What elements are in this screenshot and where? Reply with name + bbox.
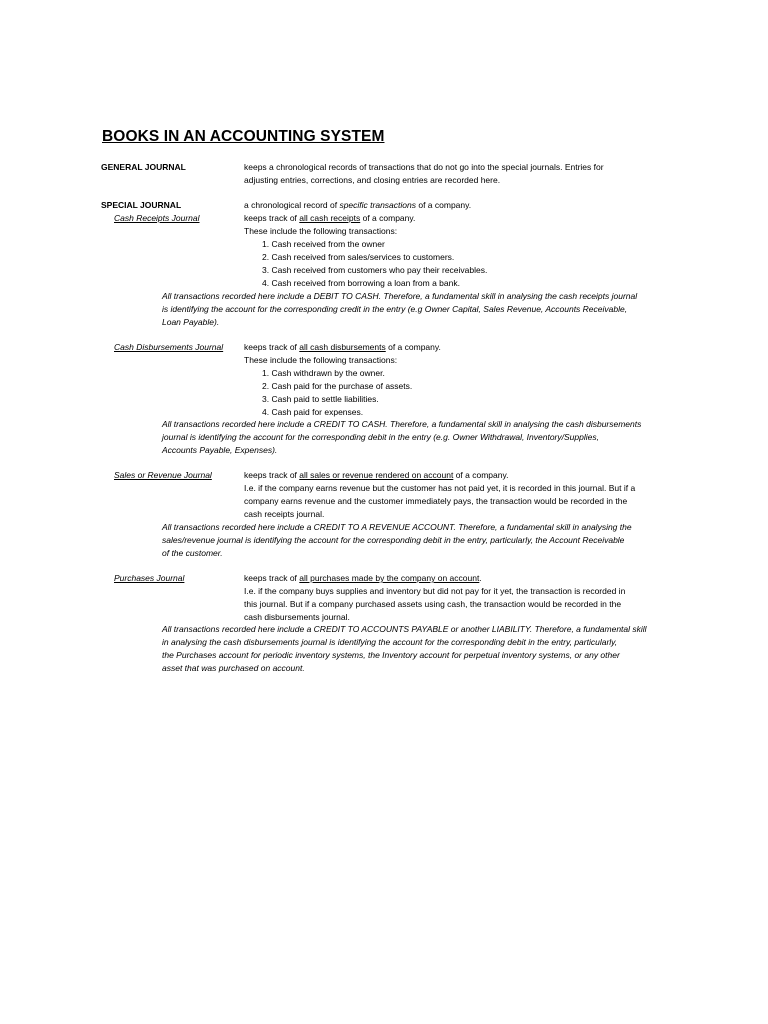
sales-journal-detail-line: company earns revenue and the customer immediately pays, the transaction would be recorded in the <box>244 496 628 506</box>
general-journal-desc-line: adjusting entries, corrections, and closing entries are recorded here. <box>244 175 501 185</box>
list-item: 2. Cash received from sales/services to customers. <box>262 252 455 262</box>
sales-journal-note-line: of the customer. <box>162 548 223 558</box>
list-item: 3. Cash received from customers who pay their receivables. <box>262 265 488 275</box>
purchases-journal-note-line: in analysing the cash disbursements journal is identifying the account for the corresponding debit in the entry, particularly, <box>162 637 618 647</box>
cash-receipts-intro: These include the following transactions: <box>244 226 398 236</box>
sales-journal-note-line: All transactions recorded here include a CREDIT TO A REVENUE ACCOUNT. Therefore, a fundamental skill in analysing the <box>162 522 632 532</box>
general-journal-label: GENERAL JOURNAL <box>101 162 186 172</box>
sales-journal-detail-line: I.e. if the company earns revenue but the customer has not paid yet, it is recorded in this journal. But if a <box>244 483 636 493</box>
sales-journal-note-line: sales/revenue journal is identifying the account for the corresponding debit in the entry, particularly, the Account Receivable <box>162 535 625 545</box>
special-journal-label: SPECIAL JOURNAL <box>101 200 182 210</box>
list-item: 2. Cash paid for the purchase of assets. <box>262 381 413 391</box>
purchases-journal-detail-line: this journal. But if a company purchased assets using cash, the transaction would be recorded in the <box>244 599 622 609</box>
cash-receipts-desc: keeps track of all cash receipts of a company. <box>244 213 416 223</box>
purchases-journal-label: Purchases Journal <box>114 573 185 583</box>
list-item: 3. Cash paid to settle liabilities. <box>262 394 379 404</box>
purchases-journal-detail-line: I.e. if the company buys supplies and inventory but did not pay for it yet, the transaction is recorded in <box>244 586 626 596</box>
cash-disbursements-note-line: Accounts Payable, Expenses). <box>162 445 278 455</box>
sales-journal-detail-line: cash receipts journal. <box>244 509 325 519</box>
purchases-journal-note-line: asset that was purchased on account. <box>162 663 305 673</box>
special-journal-desc: a chronological record of specific transactions of a company. <box>244 200 472 210</box>
cash-receipts-note-line: is identifying the account for the corresponding credit in the entry (e.g Owner Capital, Sales Revenue, Accounts Receivable, <box>162 304 628 314</box>
cash-disbursements-intro: These include the following transactions: <box>244 355 398 365</box>
cash-receipts-label: Cash Receipts Journal <box>114 213 200 223</box>
cash-disbursements-note-line: journal is identifying the account for the corresponding debit in the entry (e.g. Owner Withdrawal, Inventory/Supplies, <box>162 432 599 442</box>
page-title: BOOKS IN AN ACCOUNTING SYSTEM <box>102 128 385 145</box>
cash-disbursements-note-line: All transactions recorded here include a CREDIT TO CASH. Therefore, a fundamental skill in analysing the cash disbursements <box>162 419 642 429</box>
sales-journal-label: Sales or Revenue Journal <box>114 470 212 480</box>
purchases-journal-detail-line: cash disbursements journal. <box>244 612 350 622</box>
list-item: 4. Cash received from borrowing a loan from a bank. <box>262 278 460 288</box>
general-journal-desc-line: keeps a chronological records of transactions that do not go into the special journals. Entries for <box>244 162 604 172</box>
list-item: 4. Cash paid for expenses. <box>262 407 364 417</box>
purchases-journal-note-line: the Purchases account for periodic inventory systems, the Inventory account for perpetual inventory systems, or any other <box>162 650 620 660</box>
cash-disbursements-desc: keeps track of all cash disbursements of a company. <box>244 342 441 352</box>
purchases-journal-note-line: All transactions recorded here include a CREDIT TO ACCOUNTS PAYABLE or another LIABILITY. Therefore, a fundamental skill <box>162 624 647 634</box>
cash-disbursements-label: Cash Disbursements Journal <box>114 342 224 352</box>
cash-receipts-note-line: All transactions recorded here include a DEBIT TO CASH. Therefore, a fundamental skill in analysing the cash receipts journal <box>162 291 638 301</box>
list-item: 1. Cash received from the owner <box>262 239 385 249</box>
cash-receipts-note-line: Loan Payable). <box>162 317 220 327</box>
sales-journal-desc: keeps track of all sales or revenue rendered on account of a company. <box>244 470 509 480</box>
list-item: 1. Cash withdrawn by the owner. <box>262 368 385 378</box>
purchases-journal-desc: keeps track of all purchases made by the company on account. <box>244 573 482 583</box>
